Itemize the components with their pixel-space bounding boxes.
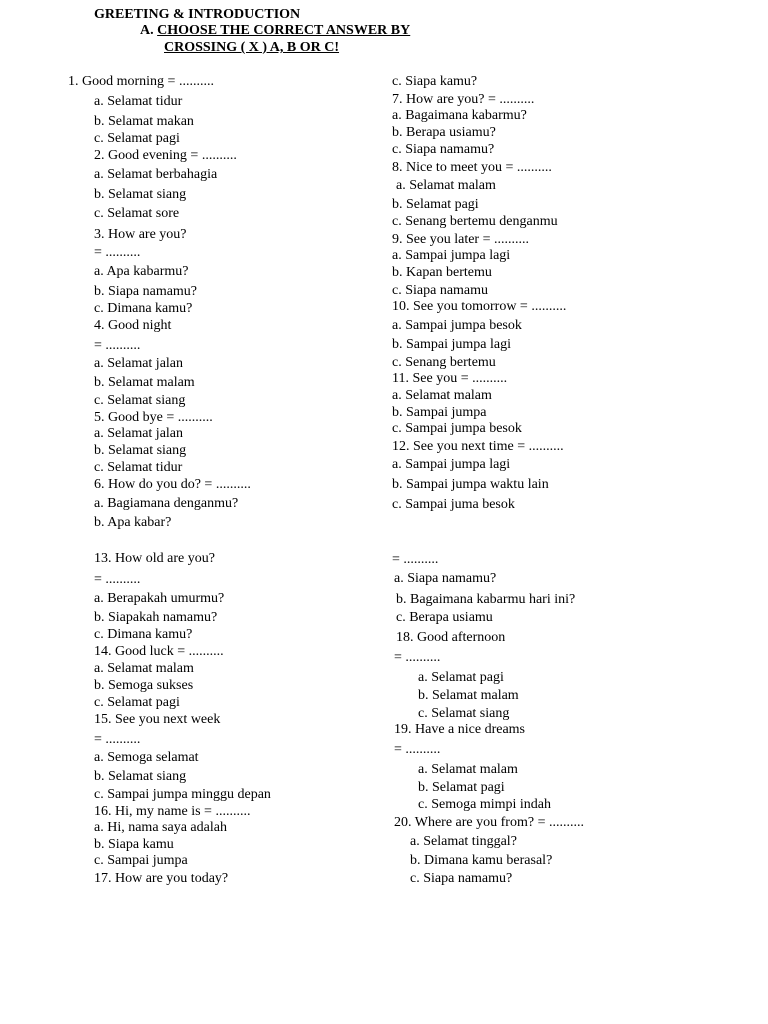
answer-option: c. Selamat sore bbox=[94, 206, 180, 221]
answer-option: a. Sampai jumpa besok bbox=[392, 318, 522, 333]
answer-option: a. Selamat tinggal? bbox=[410, 834, 517, 849]
question-line: 9. See you later = .......... bbox=[392, 232, 529, 247]
answer-blank: = .......... bbox=[94, 245, 141, 260]
answer-option: c. Sampai jumpa bbox=[94, 853, 188, 868]
answer-option: b. Selamat pagi bbox=[418, 780, 505, 795]
answer-option: a. Selamat pagi bbox=[418, 670, 504, 685]
answer-option: a. Semoga selamat bbox=[94, 750, 199, 765]
answer-option: b. Siapakah namamu? bbox=[94, 610, 218, 625]
answer-option: c. Senang bertemu bbox=[392, 355, 496, 370]
answer-blank: = .......... bbox=[94, 732, 141, 747]
instruction-text-1: CHOOSE THE CORRECT ANSWER BY bbox=[157, 23, 411, 38]
answer-option: b. Selamat siang bbox=[94, 769, 187, 784]
question-line: 8. Nice to meet you = .......... bbox=[392, 160, 552, 175]
answer-blank: = .......... bbox=[94, 572, 141, 587]
answer-option: a. Sampai jumpa lagi bbox=[392, 457, 511, 472]
answer-option: c. Siapa namamu? bbox=[410, 871, 513, 886]
question-line: 1. Good morning = .......... bbox=[68, 74, 214, 89]
answer-blank: = .......... bbox=[94, 338, 141, 353]
answer-option: b. Sampai jumpa bbox=[392, 405, 487, 420]
answer-option: b. Siapa namamu? bbox=[94, 284, 198, 299]
answer-blank: = .......... bbox=[392, 552, 439, 567]
answer-blank: = .......... bbox=[394, 742, 441, 757]
answer-option: a. Hi, nama saya adalah bbox=[94, 820, 227, 835]
answer-option: b. Kapan bertemu bbox=[392, 265, 492, 280]
answer-option: a. Selamat tidur bbox=[94, 94, 183, 109]
page-title: GREETING & INTRODUCTION bbox=[94, 7, 301, 22]
instruction-line-2 bbox=[164, 40, 339, 56]
answer-option: a. Bagiamana denganmu? bbox=[94, 496, 239, 511]
answer-option: b. Selamat siang bbox=[94, 187, 187, 202]
answer-option: a. Selamat jalan bbox=[94, 356, 184, 371]
answer-option: b. Selamat malam bbox=[94, 375, 195, 390]
answer-option: b. Bagaimana kabarmu hari ini? bbox=[396, 592, 576, 607]
answer-option: c. Dimana kamu? bbox=[94, 627, 193, 642]
answer-option: a. Sampai jumpa lagi bbox=[392, 248, 511, 263]
answer-option: c. Sampai juma besok bbox=[392, 497, 515, 512]
answer-option: a. Selamat malam bbox=[396, 178, 496, 193]
answer-option: c. Selamat siang bbox=[94, 393, 186, 408]
question-line: 20. Where are you from? = .......... bbox=[394, 815, 584, 830]
answer-option: c. Siapa namamu? bbox=[392, 142, 495, 157]
question-line: 12. See you next time = .......... bbox=[392, 439, 564, 454]
answer-option: c. Siapa namamu bbox=[392, 283, 489, 298]
question-line: 13. How old are you? bbox=[94, 551, 215, 566]
answer-option: c. Selamat pagi bbox=[94, 131, 180, 146]
answer-option: c. Berapa usiamu bbox=[396, 610, 493, 625]
answer-option: b. Sampai jumpa waktu lain bbox=[392, 477, 549, 492]
answer-option: a. Apa kabarmu? bbox=[94, 264, 189, 279]
instruction-text-2: CROSSING ( X ) A, B OR C! bbox=[164, 40, 340, 55]
question-line: 14. Good luck = .......... bbox=[94, 644, 224, 659]
answer-option: b. Apa kabar? bbox=[94, 515, 172, 530]
answer-option: a. Selamat jalan bbox=[94, 426, 184, 441]
answer-option: c. Selamat siang bbox=[418, 706, 510, 721]
answer-option: a. Selamat malam bbox=[94, 661, 194, 676]
answer-option: b. Selamat makan bbox=[94, 114, 194, 129]
answer-option: c. Sampai jumpa besok bbox=[392, 421, 522, 436]
answer-option: b. Semoga sukses bbox=[94, 678, 194, 693]
answer-option: a. Selamat berbahagia bbox=[94, 167, 218, 182]
answer-option: c. Senang bertemu denganmu bbox=[392, 214, 558, 229]
answer-option: a. Bagaimana kabarmu? bbox=[392, 108, 527, 123]
answer-option: a. Selamat malam bbox=[418, 762, 518, 777]
answer-option: b. Sampai jumpa lagi bbox=[392, 337, 511, 352]
question-line: 10. See you tomorrow = .......... bbox=[392, 299, 567, 314]
answer-option: c. Selamat tidur bbox=[94, 460, 183, 475]
answer-option: a. Selamat malam bbox=[392, 388, 492, 403]
question-line: 5. Good bye = .......... bbox=[94, 410, 213, 425]
instruction-marker: A. bbox=[140, 23, 154, 38]
answer-option: b. Berapa usiamu? bbox=[392, 125, 496, 140]
answer-option: c. Selamat pagi bbox=[94, 695, 180, 710]
answer-option: c. Sampai jumpa minggu depan bbox=[94, 787, 271, 802]
question-line: 19. Have a nice dreams bbox=[394, 722, 525, 737]
answer-option: c. Siapa kamu? bbox=[392, 74, 478, 89]
answer-option: a. Berapakah umurmu? bbox=[94, 591, 225, 606]
answer-option: b. Selamat pagi bbox=[392, 197, 479, 212]
answer-option: b. Siapa kamu bbox=[94, 837, 174, 852]
question-line: 7. How are you? = .......... bbox=[392, 92, 535, 107]
instruction-line-1 bbox=[140, 23, 410, 39]
question-line: 3. How are you? bbox=[94, 227, 187, 242]
answer-option: c. Semoga mimpi indah bbox=[418, 797, 551, 812]
answer-option: b. Selamat siang bbox=[94, 443, 187, 458]
question-line: 18. Good afternoon bbox=[396, 630, 506, 645]
question-line: 11. See you = .......... bbox=[392, 371, 508, 386]
answer-option: b. Selamat malam bbox=[418, 688, 519, 703]
question-line: 15. See you next week bbox=[94, 712, 221, 727]
question-line: 16. Hi, my name is = .......... bbox=[94, 804, 251, 819]
question-line: 17. How are you today? bbox=[94, 871, 229, 886]
question-line: 2. Good evening = .......... bbox=[94, 148, 237, 163]
answer-option: b. Dimana kamu berasal? bbox=[410, 853, 553, 868]
answer-blank: = .......... bbox=[394, 650, 441, 665]
question-line: 4. Good night bbox=[94, 318, 172, 333]
answer-option: c. Dimana kamu? bbox=[94, 301, 193, 316]
question-line: 6. How do you do? = .......... bbox=[94, 477, 251, 492]
answer-option: a. Siapa namamu? bbox=[394, 571, 497, 586]
